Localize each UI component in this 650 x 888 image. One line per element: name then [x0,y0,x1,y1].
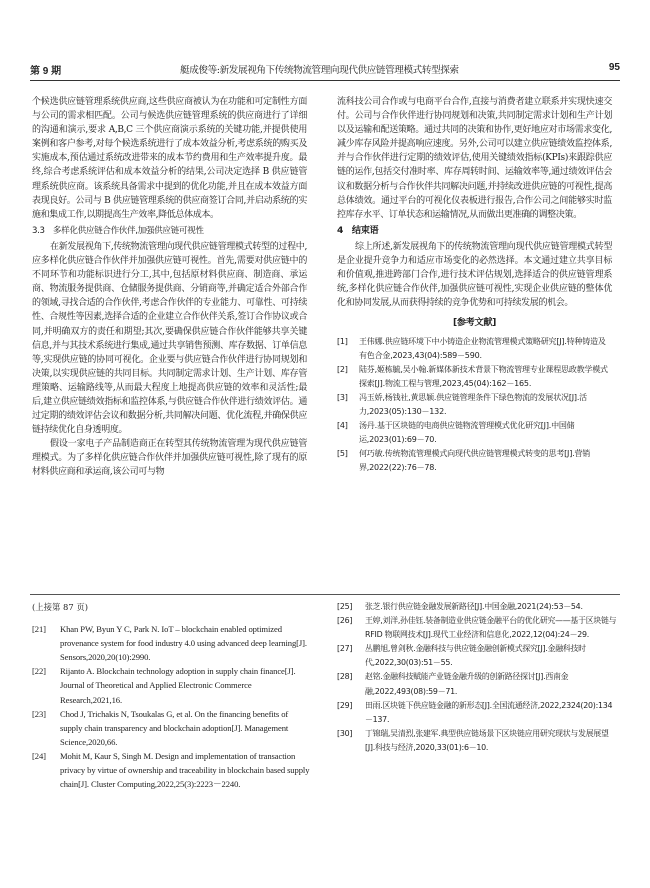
reference-item: [30] 丁锦瑞,吴清烈,张建军.典型供应链场景下区块链应用研究现状与发展展望[J].科技与经济,2020,33(01):6－10. [337,728,609,752]
bottom-left-references [32,600,312,791]
subsection-heading: 3.3 多样化供应链合作伙伴,加强供应链可视性 [32,225,204,236]
reference-item: [21] Khan PW, Byun Y C, Park N. IoT – blockchain enabled optimized provenance system for food industry 4.0 using advanced deep learning[J]. Sensors,2020,20(10):2990. [32,624,307,663]
reference-item: [22] Rijanto A. Blockchain technology adoption in supply chain finance[J]. Journal of Theoretical and Applied Electronic Commerce Research,2021,16. [32,666,296,705]
reference-item: [24] Mohit M, Kaur S, Singh M. Design and implementation of transaction privacy by virtue of ownership and traceability in blockchain based supply chain[J]. Cluster Computing,2022,25(3):2223－2240. [32,750,310,790]
page-header [30,62,620,80]
reference-item: [28] 赵铭.金融科技赋能产业链金融升级的创新路径探讨[J].西南金融,2022,493(08):59－71. [337,672,569,696]
reference-list [32,622,312,791]
issue-number: 第 9 期 [30,66,62,77]
reference-list [337,335,612,475]
right-column [337,95,612,475]
conclusion-paragraph: 综上所述,新发展视角下的传统物流管理向现代供应链管理模式转型是企业提升竞争力和适应市场变化的必然选择。本文通过建立共享目标和价值观,推进跨部门合作,进行技术评估规划,选择适合的供应链管理系统,多样化供应链合作伙伴,加强供应链可视性,实现企业供应链的整体优化和协同发展,从而获得持续的竞争优势和可持续发展的机会。 [337,241,612,309]
page-number: 95 [608,62,620,73]
left-column [32,95,307,480]
reference-item: [2] 陆芬,姬栋毓,吴小翰.新媒体新技术背景下物流管理专业课程思政教学模式探索[J].物流工程与管理,2023,45(04):162－165. [337,364,608,388]
reference-item: [29] 田雨.区块链下供应链金融的新形态[J].全国流通经济,2022,2324(20):134－137. [337,700,613,724]
body-paragraph: 假设一家电子产品制造商正在转型其传统物流管理为现代供应链管理模式。为了多样化供应链合作伙伴并加强供应链可视性,除了现有的原材料供应商和承运商,该公司可与物 [32,439,307,478]
references-heading: [参考文献] [452,317,497,329]
section-divider [30,594,620,595]
reference-item: [4] 汤丹.基于区块链的电商供应链物流管理模式优化研究[J].中国储运,2023(01):69－70. [337,420,575,444]
header-rule [30,80,620,81]
reference-item: [26] 王婷,刘洋,孙佳钰.装备制造业供应链金融平台的优化研究——基于区块链与 RFID 物联网技术[J].现代工业经济和信息化,2022,12(04):24－29. [337,616,617,640]
reference-item: [27] 丛鹏旭,曾剑秋.金融科技与供应链金融创新模式探究[J].金融科技时代,2022,30(03):51－55. [337,644,586,668]
reference-item: [25] 张芝.银行供应链金融发展新路径[J].中国金融,2021(24):53－54. [337,602,583,611]
running-title: 艇成俊等:新发展视角下传统物流管理向现代供应链管理模式转型探索 [180,65,459,76]
intro-paragraph: 个候选供应链管理系统供应商,这些供应商被认为在功能和可定制性方面与公司的需求相匹配。公司与候选供应链管理系统的供应商进行了详细的沟通和演示,要求 A,B,C 三个供应商演示系统的关键功能,并提供使用案例和客户参考,对每个候选系统进行了成本效益分析,考虑系统的购买及实施成本,预估通过系统改进带来的成本节约费用和生产效率提升度。最终,综合考虑系统评估和成本效益分析的结果,公司决定选择 B 供应链管理系统供应商。该系统具备需求中提到的优化功能,并且在成本效益方面表现良好。公司与 B 供应链管理系统的供应商签订合同,并启动系统的实施和集成工作,以期提高生产效率,降低总体成本。 [32,97,307,220]
continued-note: (上接第 87 页) [32,602,89,612]
reference-item: [5] 何巧敏.传统物流管理模式向现代供应链管理模式转变的思考[J].营销界,2022(22):76－78. [337,448,591,472]
body-paragraph: 在新发展视角下,传统物流管理向现代供应链管理模式转型的过程中,应多样化供应链合作伙伴并加强供应链可视性。首先,需要对供应链中的不同环节和功能标识进行分工,其中,包括原材料供应商、制造商、承运商、物流服务提供商、仓储服务提供商、分销商等,并确定适合外部合作的领域,寻找合适的合作伙伴,考虑合作伙伴的专业能力、可靠性、可持续性、合规性等因素,选择合适的企业建立合作伙伴关系,签订合作协议或合同,并明确双方的责任和期望;其次,要确保供应链合作伙伴能够共享关键信息,并与其技术系统进行集成,通过共享销售预测、库存数据、订单信息等,实现供应链的协同可视化。企业要与供应链合作伙伴进行协同规划和决策,以实现供应链的共同目标。共同制定需求计划、生产计划、库存管理策略、运输路线等,从而最大程度上地提高供应链的效率和灵活性;最后,建立供应链绩效指标和监控体系,与供应链合作伙伴进行绩效评估。通过定期的绩效评估会议和数据分析,共同解决问题、优化流程,并确保供应链持续优化自身透明度。 [32,241,307,436]
section-heading: 4 结束语 [337,224,379,236]
reference-item: [23] Chod J, Trichakis N, Tsoukalas G, et al. On the financing benefits of supply chain transparency and blockchain adoption[J]. Management Science,2020,66. [32,708,289,747]
bottom-right-references [337,600,617,755]
reference-item: [3] 冯玉娇,杨钱社,黄思颖.供应链管理条件下绿色物流的发展状况[J].活力,2023(05):130－132. [337,392,587,416]
reference-list [337,600,617,755]
reference-item: [1] 王伟娜.供应链环境下中小铸造企业物流管理模式策略研究[J].特种铸造及有色合金,2023,43(04):589－590. [337,336,606,360]
continued-paragraph: 流科技公司合作或与电商平台合作,直接与消费者建立联系并实现快速交付。公司与合作伙伴进行协同规划和决策,共同制定需求计划和生产计划以及运输和配送策略。通过共同的决策和协作,更好地应对市场需求变化,减少库存风险并提高响应速度。另外,公司可以建立供应链绩效监控体系,并与合作伙伴进行定期的绩效评估,使用关键绩效指标(KPIs)来跟踪供应链的运作,包括交付准时率、库存周转时间、运输效率等,通过绩效评估会议和数据分析与合作伙伴共同解决问题,并持续改进供应链的可视性,提高总体绩效。通过平台的可视化仪表板进行报告,合作公司之间能够实时监控库存水平、订单状态和运输情况,从而做出更准确的调整决策。 [337,97,612,220]
